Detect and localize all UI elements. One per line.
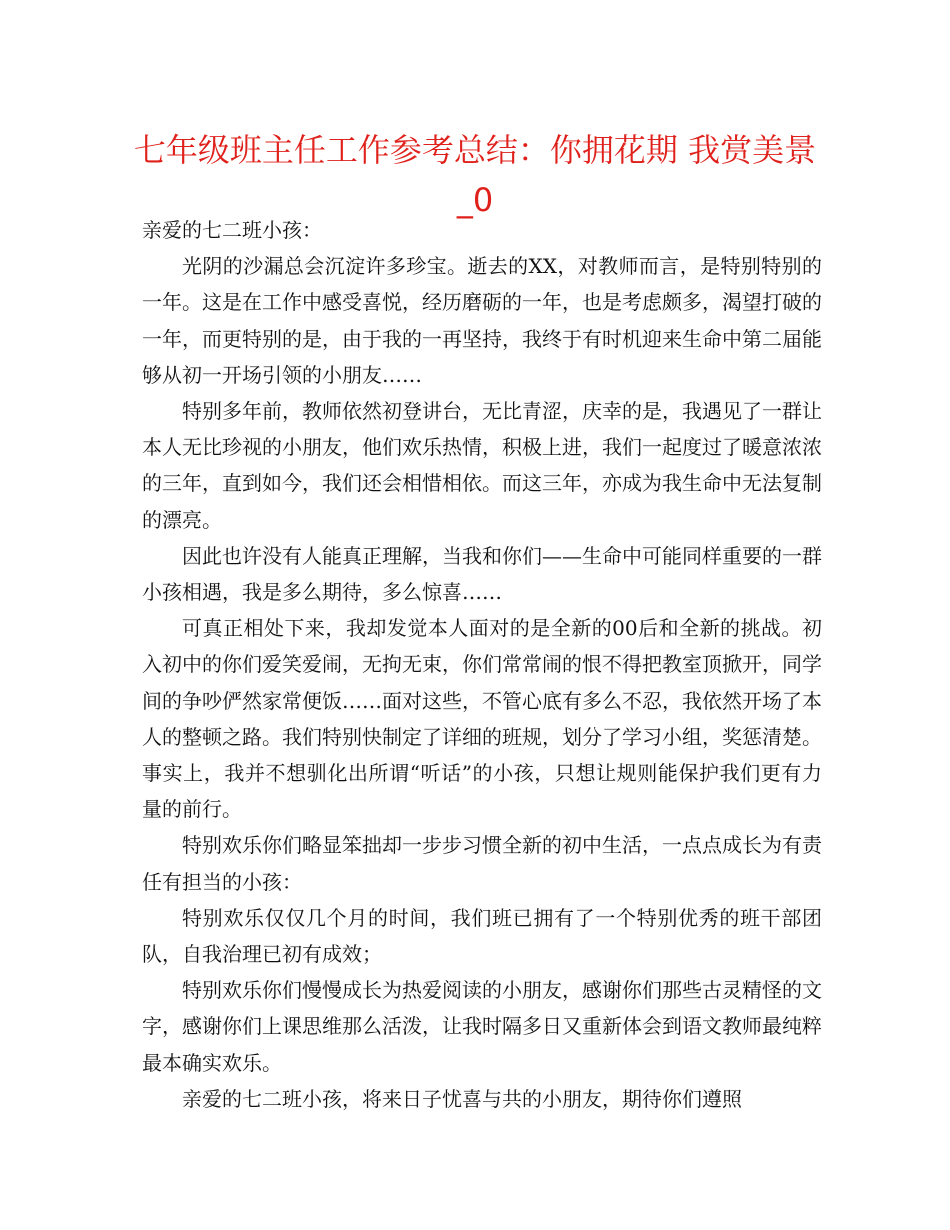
paragraph: 特别欢乐你们略显笨拙却一步步习惯全新的初中生活，一点点成长为有责任有担当的小孩： <box>142 833 822 894</box>
paragraph: 特别多年前，教师依然初登讲台，无比青涩，庆幸的是，我遇见了一群让本人无比珍视的小朋友，他们欢乐热情，积极上进，我们一起度过了暖意浓浓的三年，直到如今，我们还会相惜相依。而这三年，亦成为我生命中无法复制的漂亮。 <box>142 399 822 532</box>
paragraph: 因此也许没有人能真正理解，当我和你们——生命中可能同样重要的一群小孩相遇，我是多么期待，多么惊喜…… <box>142 543 822 605</box>
paragraph: 特别欢乐你们慢慢成长为热爱阅读的小朋友，感谢你们那些古灵精怪的文字，感谢你们上课思维那么活泼，让我时隔多日又重新体会到语文教师最纯粹最本确实欢乐。 <box>142 978 822 1075</box>
document-title: 七年级班主任工作参考总结：你拥花期 我赏美景_0 <box>133 131 817 219</box>
paragraph: 亲爱的七二班小孩，将来日子忧喜与共的小朋友，期待你们遵照 <box>182 1086 742 1111</box>
paragraph: 特别欢乐仅仅几个月的时间，我们班已拥有了一个特别优秀的班干部团队，自我治理已初有成效； <box>142 905 822 967</box>
document-body <box>142 212 822 1117</box>
paragraph: 可真正相处下来，我却发觉本人面对的是全新的00后和全新的挑战。初入初中的你们爱笑爱闹，无拘无束，你们常常闹的恨不得把教室顶掀开，同学间的争吵俨然家常便饭……面对这些，不管心底有多么不忍，我依然开场了本人的整顿之路。我们特别快制定了详细的班规，划分了学习小组，奖惩清楚。事实上，我并不想驯化出所谓“听话”的小孩，只想让规则能保护我们更有力量的前行。 <box>142 616 822 822</box>
greeting: 亲爱的七二班小孩： <box>142 218 322 242</box>
paragraph: 光阴的沙漏总会沉淀许多珍宝。逝去的XX，对教师而言，是特别特别的一年。这是在工作中感受喜悦，经历磨砺的一年，也是考虑颇多，渴望打破的一年，而更特别的是，由于我的一再坚持，我终于有时机迎来生命中第二届能够从初一开场引领的小朋友…… <box>142 254 822 387</box>
